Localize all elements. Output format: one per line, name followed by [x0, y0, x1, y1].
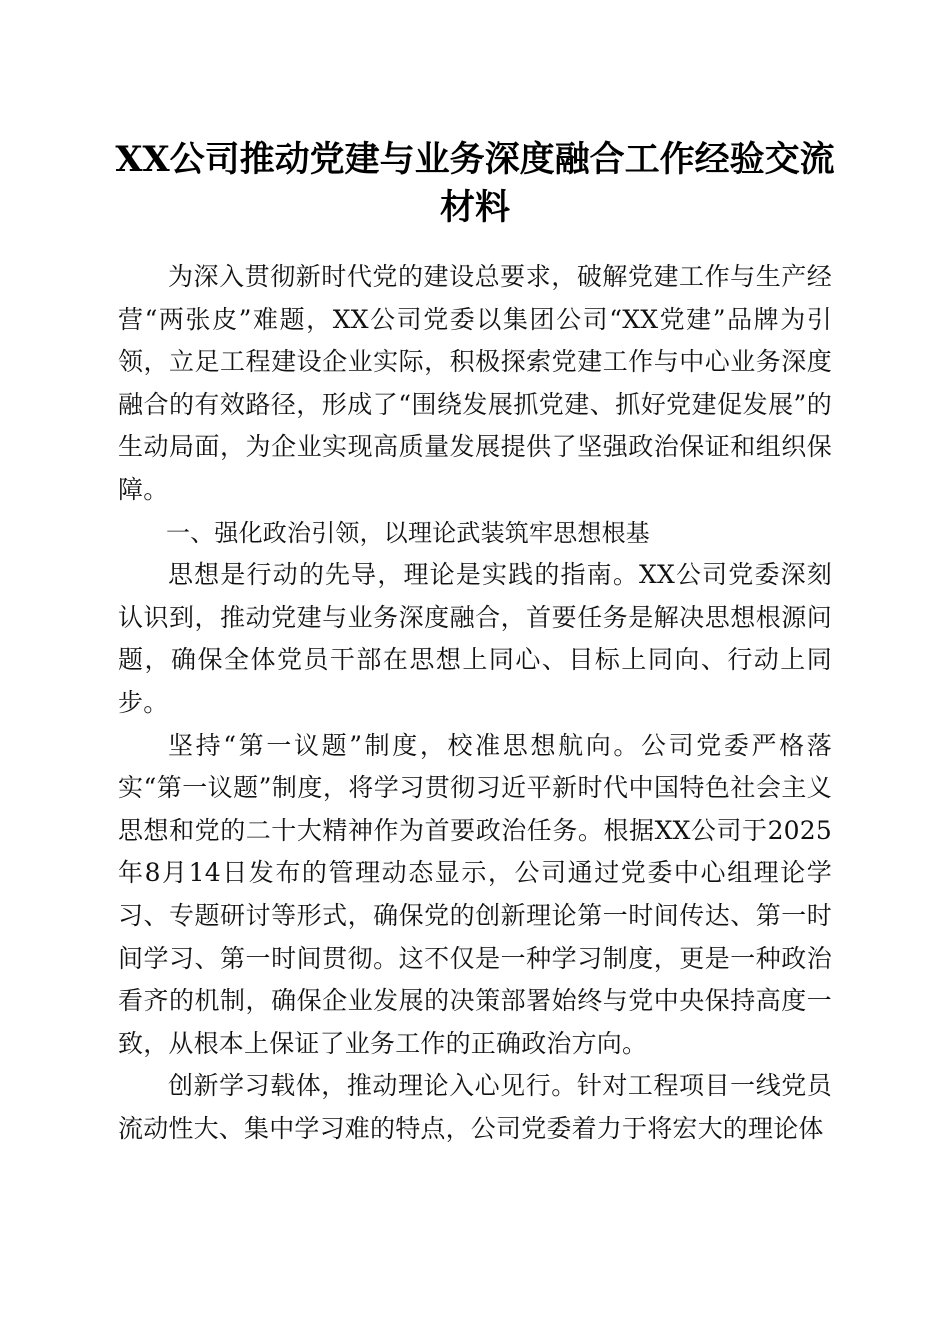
section-heading-1: 一、强化政治引领，以理论武装筑牢思想根基 [166, 518, 650, 547]
body-paragraph: 坚持“第一议题”制度，校准思想航向。公司党委严格落实“第一议题”制度，将学习贯彻习近平新时代中国特色社会主义思想和党的二十大精神作为首要政治任务。根据XX公司于2025年8月14日发布的管理动态显示，公司通过党委中心组理论学习、专题研讨等形式，确保党的创新理论第一时间传达、第一时间学习、第一时间贯彻。这不仅是一种学习制度，更是一种政治看齐的机制，确保企业发展的决策部署始终与党中央保持高度一致，从根本上保证了业务工作的正确政治方向。 [118, 730, 832, 1058]
intro-paragraph: 为深入贯彻新时代党的建设总要求，破解党建工作与生产经营“两张皮”难题，XX公司党委以集团公司“XX党建”品牌为引领，立足工程建设企业实际，积极探索党建工作与中心业务深度融合的有效路径，形成了“围绕发展抓党建、抓好党建促发展”的生动局面，为企业实现高质量发展提供了坚强政治保证和组织保障。 [118, 262, 832, 504]
document-body [118, 256, 832, 1150]
body-paragraph: 思想是行动的先导，理论是实践的指南。XX公司党委深刻认识到，推动党建与业务深度融合，首要任务是解决思想根源问题，确保全体党员干部在思想上同心、目标上同向、行动上同步。 [118, 560, 832, 717]
document-title: XX公司推动党建与业务深度融合工作经验交流材料 [115, 139, 835, 228]
body-paragraph: 创新学习载体，推动理论入心见行。针对工程项目一线党员流动性大、集中学习难的特点，公司党委着力于将宏大的理论体 [118, 1071, 832, 1143]
